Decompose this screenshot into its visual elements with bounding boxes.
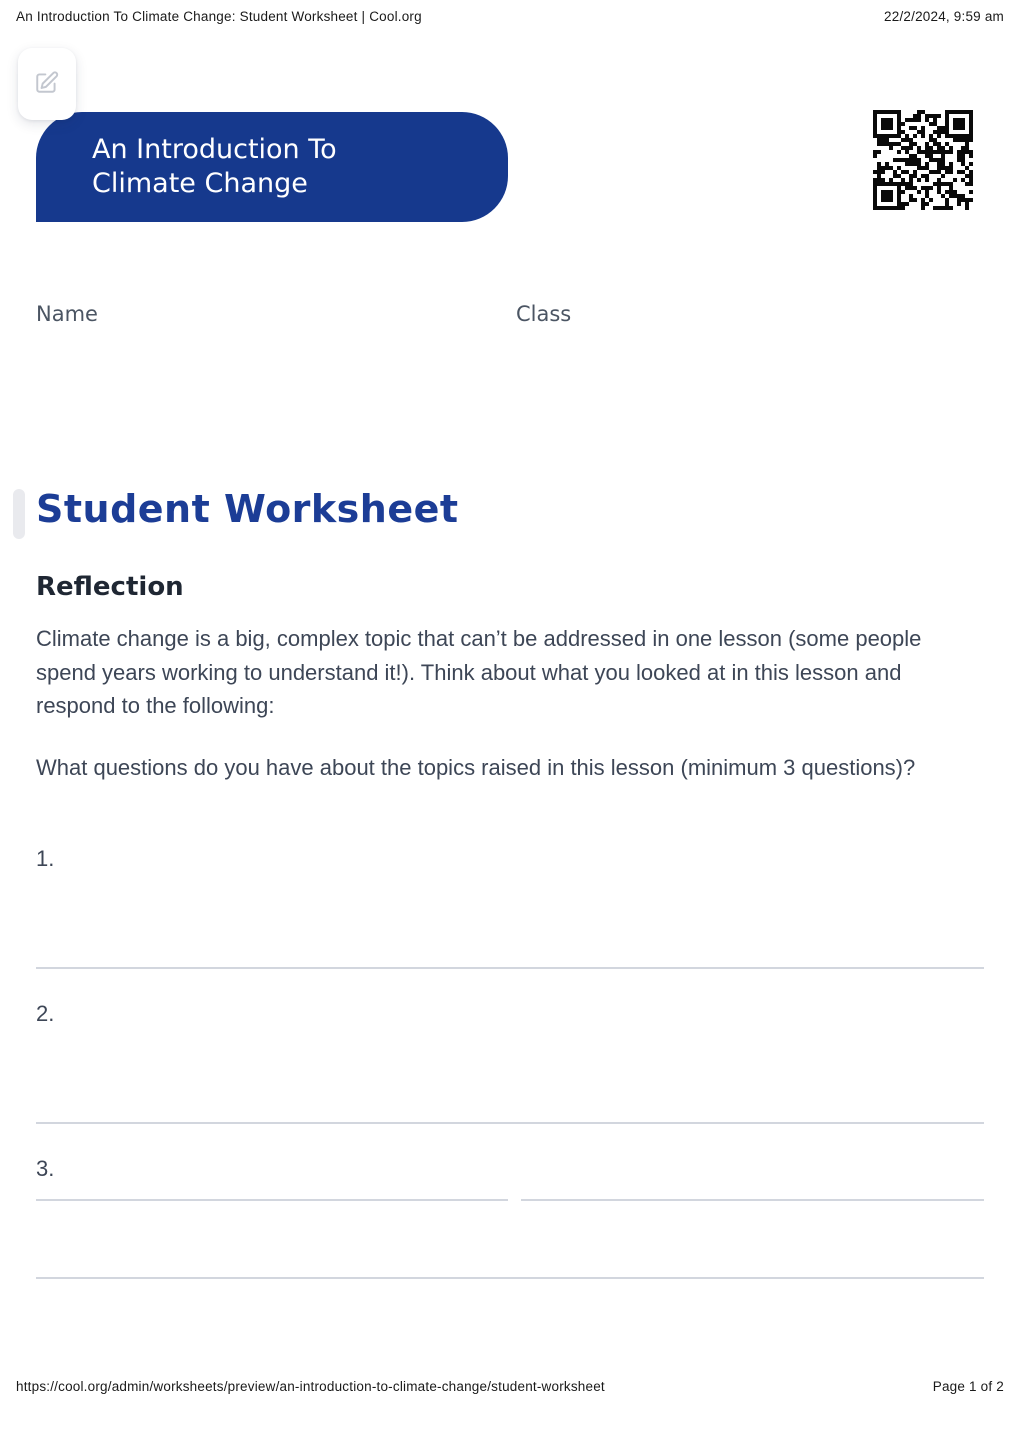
worksheet-banner-title: An Introduction To Climate Change	[92, 134, 337, 199]
answer-line-2	[36, 1122, 984, 1124]
question-number-3: 3.	[36, 1156, 55, 1181]
heading-accent-bar	[13, 489, 25, 539]
page-title: Student Worksheet	[36, 487, 459, 531]
section-heading-reflection: Reflection	[36, 572, 184, 602]
print-header	[16, 9, 1004, 24]
reflection-intro-text: Climate change is a big, complex topic that can’t be addressed in one lesson (some people spend years working to understand it!). Think about what you looked at in this lesson and respond to the following:	[36, 626, 922, 718]
edit-worksheet-button[interactable]	[18, 48, 76, 120]
class-field-label: Class	[516, 302, 572, 326]
reflection-question-text: What questions do you have about the topics raised in this lesson (minimum 3 questions)?	[36, 755, 916, 780]
edit-pencil-icon	[34, 69, 60, 100]
print-footer-page: Page 1 of 2	[932, 1379, 1004, 1394]
name-field-label: Name	[36, 302, 98, 326]
worksheet-title-banner	[36, 112, 508, 222]
print-footer	[16, 1379, 1004, 1394]
qr-code	[870, 107, 976, 213]
question-number-2: 2.	[36, 1001, 55, 1026]
print-header-title: An Introduction To Climate Change: Student Worksheet | Cool.org	[16, 9, 422, 24]
print-footer-url: https://cool.org/admin/worksheets/preview/an-introduction-to-climate-change/student-worksheet	[16, 1379, 605, 1394]
answer-line-4	[36, 1277, 984, 1279]
print-header-datetime: 22/2/2024, 9:59 am	[884, 9, 1004, 24]
answer-line-1	[36, 967, 984, 969]
question-number-1: 1.	[36, 846, 55, 871]
answer-line-3-right	[521, 1199, 984, 1201]
answer-line-3-left	[36, 1199, 508, 1201]
